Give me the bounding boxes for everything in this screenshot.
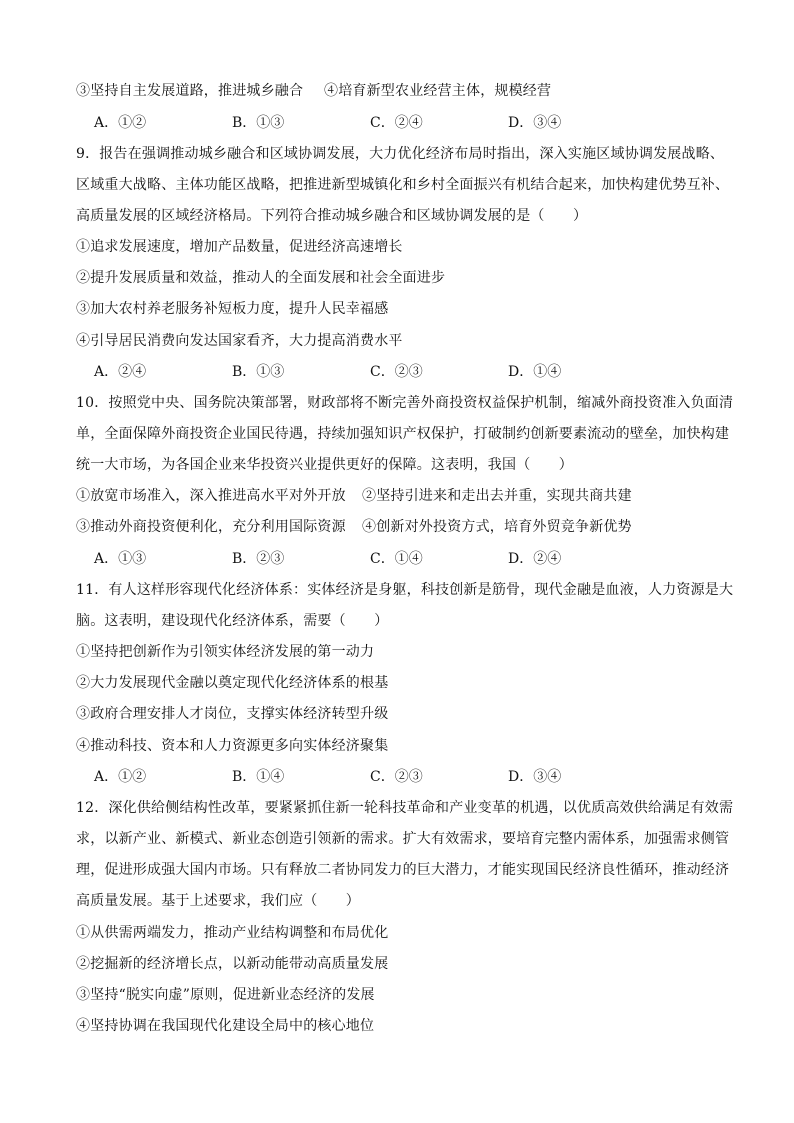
q12-statement-1: ①从供需两端发力，推动产业结构调整和布局优化	[76, 925, 389, 941]
q11-statement-3: ③政府合理安排人才岗位，支撑实体经济转型升级	[76, 706, 389, 722]
q11-statement-2: ②大力发展现代金融以奠定现代化经济体系的根基	[76, 675, 389, 691]
q8-option-a[interactable]: A．①②	[94, 115, 147, 131]
q10-statements-1-2	[76, 486, 726, 506]
q10-option-c[interactable]: C．①④	[370, 551, 423, 567]
q12-stem-line-4: 高质量发展。基于上述要求，我们应（ ）	[76, 893, 360, 909]
q11-statement-1: ①坚持把创新作为引领实体经济发展的第一动力	[76, 644, 375, 660]
q11-option-b[interactable]: B．①④	[232, 769, 285, 785]
q9-option-a[interactable]: A．②④	[94, 364, 147, 380]
q9-statement-3: ③加大农村养老服务补短板力度，提升人民幸福感	[76, 301, 389, 317]
q9-option-d[interactable]: D．①④	[508, 364, 562, 380]
q11-option-c[interactable]: C．②③	[370, 769, 423, 785]
q11-stem-line-1: 11．有人这样形容现代化经济体系：实体经济是身躯，科技创新是筋骨，现代金融是血液，人力资源是大	[76, 582, 734, 598]
q9-stem-line-3: 高质量发展的区域经济格局。下列符合推动城乡融合和区域协调发展的是（ ）	[76, 208, 588, 224]
q12-stem-line-1: 12．深化供给侧结构性改革，要紧紧抓住新一轮科技革命和产业变革的机遇，以优质高效供给满足有效需	[76, 800, 734, 816]
q12-stem-line-3: 理，促进形成强大国内市场。只有释放二者协同发力的巨大潜力，才能实现国民经济良性循环，推动经济	[76, 862, 730, 878]
q10-statement-1: ①放宽市场准入，深入推进高水平对外开放	[76, 488, 346, 504]
q9-stem-line-1: 9．报告在强调推动城乡融合和区域协调发展，大力优化经济布局时指出，深入实施区域协调发展战略、	[76, 146, 725, 162]
q10-stem-line-2: 单，全面保障外商投资企业国民待遇，持续加强知识产权保护，打破制约创新要素流动的壁垒，加快构建	[76, 426, 730, 442]
q8-option-d[interactable]: D．③④	[508, 115, 562, 131]
q11-option-d[interactable]: D．③④	[508, 769, 562, 785]
q11-option-a[interactable]: A．①②	[94, 769, 147, 785]
q12-stem-line-2: 求，以新产业、新模式、新业态创造引领新的需求。扩大有效需求，要培育完整内需体系，加强需求侧管	[76, 831, 730, 847]
q10-option-d[interactable]: D．②④	[508, 551, 562, 567]
q12-statement-2: ②挖掘新的经济增长点，以新动能带动高质量发展	[76, 956, 389, 972]
q9-option-b[interactable]: B．①③	[232, 364, 285, 380]
q9-statement-4: ④引导居民消费向发达国家看齐，大力提高消费水平	[76, 333, 403, 349]
q10-options	[94, 549, 694, 569]
q9-option-c[interactable]: C．②③	[370, 364, 423, 380]
q9-statement-1: ①追求发展速度，增加产品数量，促进经济高速增长	[76, 239, 403, 255]
q8-statements-3-4	[76, 81, 726, 101]
q8-option-b[interactable]: B．①③	[232, 115, 285, 131]
q9-options	[94, 362, 694, 382]
q10-statement-3: ③推动外商投资便利化，充分利用国际资源	[76, 519, 346, 535]
q10-statements-3-4	[76, 517, 726, 537]
q10-option-a[interactable]: A．①③	[94, 551, 147, 567]
q11-options	[94, 767, 694, 787]
q9-statement-2: ②提升发展质量和效益，推动人的全面发展和社会全面进步	[76, 270, 446, 286]
q8-option-c[interactable]: C．②④	[370, 115, 423, 131]
q8-statement-4: ④培育新型农业经营主体，规模经营	[324, 83, 552, 99]
q11-statement-4: ④推动科技、资本和人力资源更多向实体经济聚集	[76, 738, 389, 754]
q10-statement-2: ②坚持引进来和走出去并重，实现共商共建	[362, 488, 632, 504]
q10-statement-4: ④创新对外投资方式，培育外贸竞争新优势	[362, 519, 632, 535]
q12-statement-4: ④坚持协调在我国现代化建设全局中的核心地位	[76, 1018, 375, 1034]
q9-stem-line-2: 区域重大战略、主体功能区战略，把推进新型城镇化和乡村全面振兴有机结合起来，加快构建优势互补、	[76, 177, 730, 193]
q10-stem-line-1: 10．按照党中央、国务院决策部署，财政部将不断完善外商投资权益保护机制，缩减外商投资准入负面清	[76, 395, 734, 411]
q8-options	[94, 113, 694, 133]
q8-statement-3: ③坚持自主发展道路，推进城乡融合	[76, 83, 304, 99]
q10-stem-line-3: 统一大市场，为各国企业来华投资兴业提供更好的保障。这表明，我国（ ）	[76, 457, 573, 473]
q10-option-b[interactable]: B．②③	[232, 551, 285, 567]
q12-statement-3: ③坚持“脱实向虚”原则，促进新业态经济的发展	[76, 987, 375, 1003]
q11-stem-line-2: 脑。这表明，建设现代化经济体系，需要（ ）	[76, 613, 389, 629]
